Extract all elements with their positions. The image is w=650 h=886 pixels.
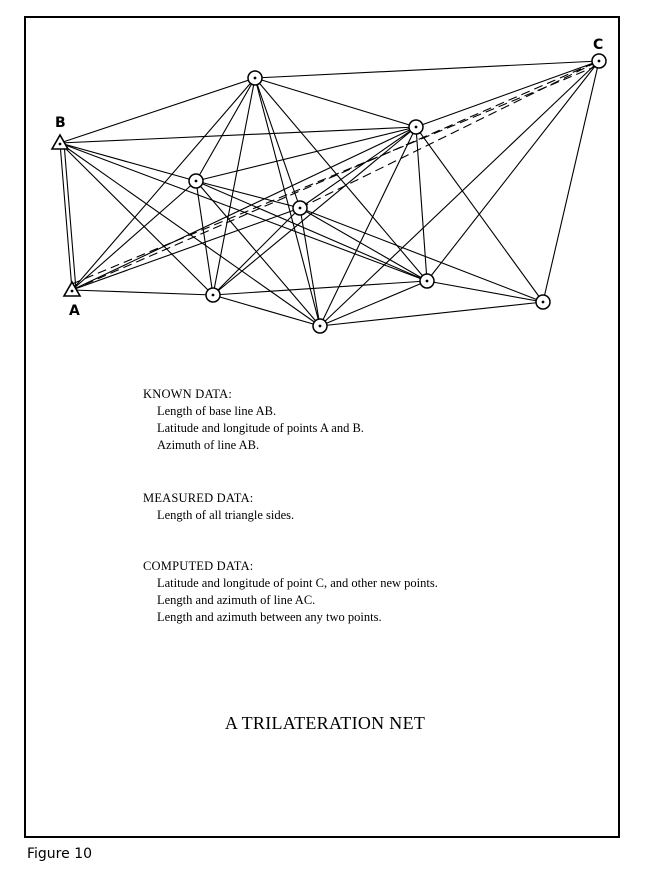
station-center-dot (299, 207, 302, 210)
figure-title: A TRILATERATION NET (224, 713, 426, 733)
computed-data-item: Length and azimuth between any two points. (157, 610, 382, 624)
network-line (60, 143, 196, 181)
network-line (60, 78, 255, 143)
figure-caption: Figure 10 (27, 846, 93, 862)
network-line (300, 208, 543, 302)
network-line (300, 208, 320, 326)
network-line (320, 302, 543, 326)
measured-data-item: Length of all triangle sides. (157, 508, 295, 522)
network-line (72, 181, 196, 290)
measured-data-heading: MEASURED DATA: (143, 491, 254, 505)
network-line (255, 78, 300, 208)
computed-data-item: Length and azimuth of line AC. (157, 593, 316, 607)
station-center-dot (71, 290, 74, 293)
network-line (196, 181, 427, 281)
network-line (255, 78, 416, 127)
known-station-triangle-icon (52, 135, 68, 149)
known-data-heading: KNOWN DATA: (143, 387, 233, 401)
known-data-block (143, 386, 364, 454)
station-label-b: B (55, 115, 66, 131)
network-line (320, 127, 416, 326)
network-line (213, 295, 320, 326)
network-line (255, 61, 599, 78)
network-line (213, 281, 427, 295)
network-line (60, 143, 213, 295)
station-label-c: C (593, 37, 604, 53)
network-line (416, 127, 543, 302)
computed-data-block (143, 558, 438, 626)
known-data-item: Latitude and longitude of points A and B. (157, 421, 364, 435)
known-data-item: Length of base line AB. (157, 404, 277, 418)
dashed-line (72, 65, 599, 284)
network-line (300, 127, 416, 208)
measured-data-block (143, 490, 294, 524)
station-center-dot (415, 126, 418, 129)
station-center-dot (195, 180, 198, 183)
network-line (72, 127, 416, 290)
station-center-dot (542, 301, 545, 304)
network-line (427, 281, 543, 302)
computed-data-heading: COMPUTED DATA: (143, 559, 254, 573)
network-line (72, 78, 255, 290)
computed-data-item: Latitude and longitude of point C, and other new points. (157, 576, 438, 590)
known-data-item: Azimuth of line AB. (157, 438, 260, 452)
network-line (320, 281, 427, 326)
network-line (416, 61, 599, 127)
station-center-dot (254, 77, 257, 80)
station-center-dot (598, 60, 601, 63)
station-center-dot (59, 143, 62, 146)
network-line (300, 208, 427, 281)
network-line (196, 78, 255, 181)
station-center-dot (212, 294, 215, 297)
network-line (320, 61, 599, 326)
station-label-a: A (69, 303, 80, 319)
dashed-line (72, 61, 599, 290)
station-center-dot (319, 325, 322, 328)
trilateration-net-diagram (0, 0, 650, 360)
station-center-dot (426, 280, 429, 283)
network-line (72, 290, 213, 295)
